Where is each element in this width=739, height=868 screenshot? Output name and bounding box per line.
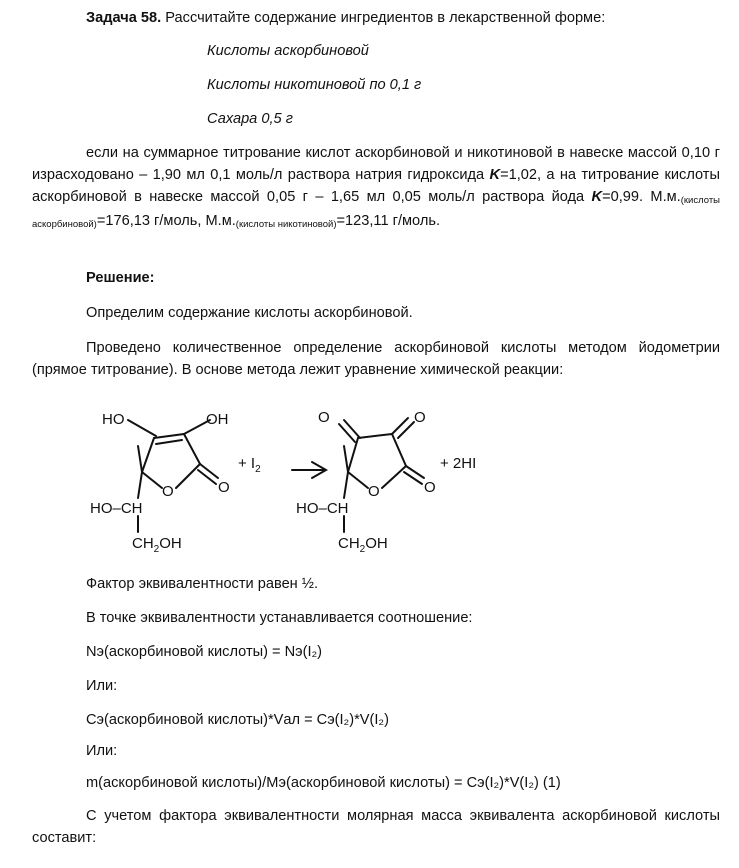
task-intro-line (86, 8, 726, 29)
scheme-o-ring-right: O (368, 483, 380, 500)
scheme-o-carbonyl-right: O (424, 479, 436, 496)
bond-o-c1-r (382, 466, 406, 488)
equation-1: Nэ(аскорбиновой кислоты) = Nэ(I₂) (86, 644, 323, 660)
scheme-plus-iodine: + $I_2$ (238, 455, 261, 475)
scheme-o-top-2: O (414, 409, 426, 426)
scheme-oh-top: OH (206, 411, 229, 428)
bond-c4-c5-r (344, 472, 348, 498)
bond-c2-c1-r (392, 434, 406, 466)
bond-c3-c2-r (358, 434, 392, 438)
mm1-value: =176,13 г/моль, М.м. (96, 213, 236, 229)
scheme-ch2oh-right: $CH_2OH$ (338, 535, 388, 555)
task-label: Задача 58. (86, 10, 162, 26)
bond-c4-o (142, 472, 162, 488)
solution-heading: Решение: (86, 270, 155, 286)
task-condition (32, 142, 720, 234)
equation-3: m(аскорбиновой кислоты)/Мэ(аскорбиновой кислоты) = Сэ(I₂)*V(I₂) (1) (86, 775, 561, 791)
scheme-ho-ch-left: HO–CH (90, 500, 143, 517)
scheme-ho-top: HO (102, 411, 125, 428)
solution-paragraph-5: С учетом фактора эквивалентности молярная масса эквивалента аскорбиновой кислоты составит: (32, 808, 720, 846)
bond-oh-c3 (128, 420, 156, 436)
scheme-o-top-1: O (318, 409, 330, 426)
bond-o-c1 (176, 464, 200, 488)
task-intro: Рассчитайте содержание ингредиентов в лекарственной форме: (165, 10, 606, 26)
rx-line-3: Сахара 0,5 г (207, 111, 293, 127)
scheme-ho-ch-right: HO–CH (296, 500, 349, 517)
solution-paragraph-3: Фактор эквивалентности равен ½. (86, 576, 319, 592)
rx-line-1: Кислоты аскорбиновой (207, 43, 369, 59)
scheme-o-ring-left: O (162, 483, 174, 500)
solution-paragraph-4: В точке эквивалентности устанавливается соотношение: (86, 610, 473, 626)
mm1-subscript: (кислоты аскорбиновой) (32, 195, 720, 230)
bond-c1-o-double (198, 470, 216, 484)
condition-part-a: если на суммарное титрование кислот аскорбиновой и никотиновой в навеске массой 0,10 г израсходовано – 1,90 мл 0,1 моль/л раствора натрия гидроксида (32, 145, 720, 183)
solution-paragraph-1: Определим содержание кислоты аскорбиновой. (86, 305, 413, 321)
correction-factor-k1: K (489, 167, 501, 183)
mm2-value: =123,11 г/моль. (336, 213, 441, 229)
scheme-o-carbonyl-left: O (218, 479, 230, 496)
bond-c4-o-r (348, 472, 368, 488)
bond-c3-c4-r (348, 438, 358, 472)
bond-c2-c1 (184, 434, 200, 464)
or-label-1: Или: (86, 678, 118, 694)
bond-c4-c5 (138, 472, 142, 498)
bond-c3-c2 (154, 434, 184, 438)
bond-c3-c2-double (156, 440, 182, 444)
equation-2: Сэ(аскорбиновой кислоты)*Vал = Сэ(I₂)*V(I₂) (86, 712, 389, 728)
correction-factor-k2: K (591, 189, 603, 205)
condition-part-c: =0,99. М.м. (602, 189, 681, 205)
mm2-subscript: (кислоты никотиновой) (235, 219, 337, 230)
bond-c1-o (200, 464, 218, 478)
rx-line-2: Кислоты никотиновой по 0,1 г (207, 77, 422, 93)
or-label-2: Или: (86, 743, 118, 759)
bond-c4-h-stub (138, 446, 142, 472)
scheme-plus-2hi: + 2HI (440, 455, 477, 472)
scheme-ch2oh-left: $CH_2OH$ (132, 535, 182, 555)
reaction-scheme (80, 398, 510, 558)
condition-part-b: =1,02, а на титрование кислоты аскорбиновой в навеске массой 0,05 г – 1,65 мл 0,05 моль/л раствора йода (32, 167, 720, 205)
bond-c4-h-stub-r (344, 446, 348, 472)
bond-o-c3-r-double (339, 424, 355, 442)
solution-paragraph-2: Проведено количественное определение аскорбиновой кислоты методом йодометрии (прямое титрование). В основе метода лежит уравнение химической реакции: (32, 340, 720, 378)
bond-c3-c4 (142, 438, 154, 472)
bond-o-c3-r (344, 420, 360, 438)
